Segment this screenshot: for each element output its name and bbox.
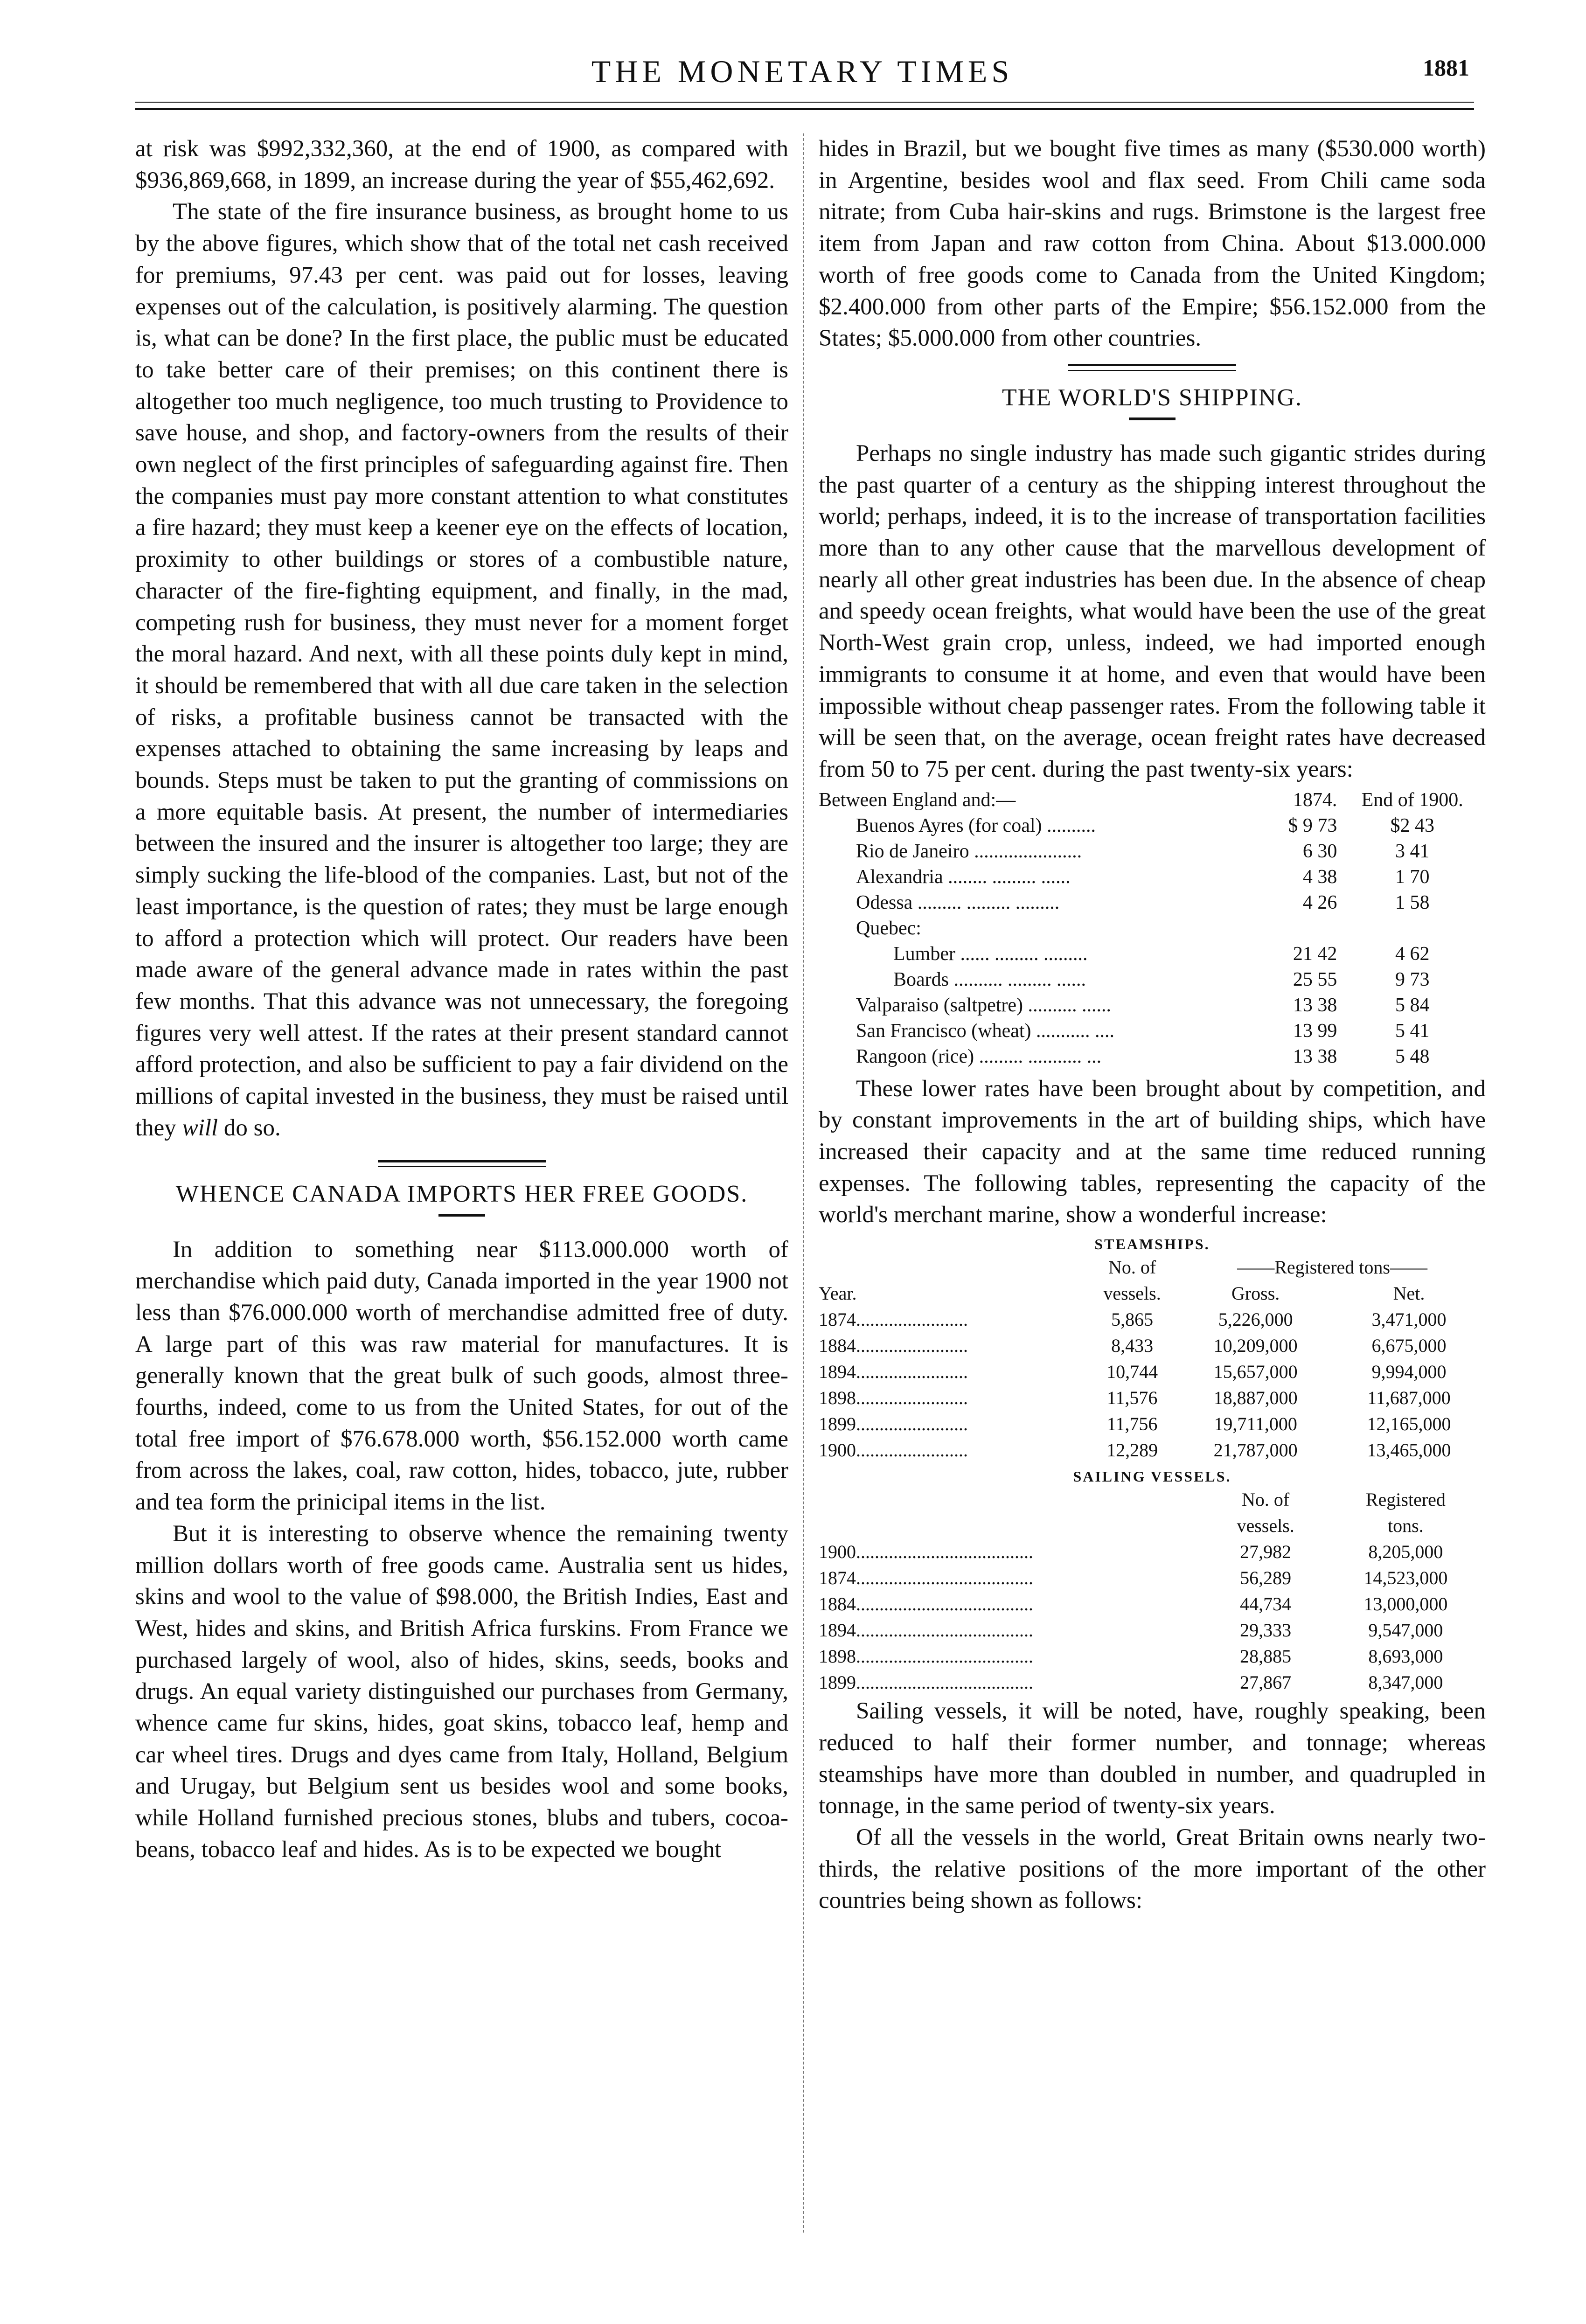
registered-tons-cell: 14,523,000 <box>1363 1567 1448 1589</box>
paragraph: hides in Brazil, but we bought five times as many ($530.000 worth) in Argentine, besides wool and flax seed. From Chili came soda nitrate; from Cuba hair-skins and rugs. Brimstone is the largest free item from Japan and raw cotton from China. About $13.000.000 worth of free goods come to Canada from the United Kingdom; $2.400.000 from other parts of the Empire; $56.152.000 from the States; $5.000.000 from other countries. <box>819 136 1486 352</box>
sailing-vessels-table <box>819 1487 1486 1696</box>
year-cell: 1899...................................... <box>819 1672 1033 1693</box>
net-tons-cell: 11,687,000 <box>1367 1387 1451 1409</box>
rate-1900: 5 41 <box>1395 1020 1430 1042</box>
route-name: Valparaiso (saltpetre) .......... ...... <box>856 994 1112 1016</box>
route-name: San Francisco (wheat) ........... .... <box>856 1020 1115 1042</box>
italic-word: will <box>182 1114 218 1141</box>
table-header: vessels. <box>1103 1283 1161 1304</box>
year-cell: 1900...................................... <box>819 1541 1033 1563</box>
table-row <box>819 1617 1486 1643</box>
rate-1874: 4 26 <box>1302 891 1337 913</box>
table-row <box>819 1437 1486 1463</box>
vessels-cell: 5,865 <box>1111 1309 1154 1330</box>
heading-rule <box>1129 417 1176 420</box>
table-header-row <box>819 1487 1486 1513</box>
route-name: Rangoon (rice) ......... ........... ... <box>856 1045 1102 1067</box>
rate-1900: 1 58 <box>1395 891 1430 913</box>
registered-tons-cell: 8,205,000 <box>1368 1541 1443 1563</box>
year-cell: 1884...................................... <box>819 1593 1033 1615</box>
table-caption: STEAMSHIPS. <box>1094 1236 1210 1253</box>
table-row <box>819 839 1486 864</box>
table-header: tons. <box>1388 1515 1424 1537</box>
table-header-row <box>819 787 1486 813</box>
section-heading: WHENCE CANADA IMPORTS HER FREE GOODS. <box>175 1180 748 1207</box>
masthead-rule-bottom <box>135 108 1474 110</box>
registered-tons-cell: 9,547,000 <box>1368 1620 1443 1641</box>
rate-1900: 5 84 <box>1395 994 1430 1016</box>
net-tons-cell: 9,994,000 <box>1371 1361 1447 1383</box>
paragraph: at risk was $992,332,360, at the end of 1900, as compared with $936,869,668, in 1899, an increase during the year of $55,462,692. <box>135 136 788 194</box>
table-header: 1874. <box>1293 789 1337 811</box>
rate-1900: 3 41 <box>1395 840 1430 862</box>
paragraph: But it is interesting to observe whence the remaining twenty million dollars worth of free goods came. Australia sent us hides, skins and wool to the value of $98.000, the British Indies, East and West, hides and skins, and British Africa furskins. From France we purchased largely of wool, also of hides, skins, seeds, books and drugs. An equal variety distinguished our purchases from Germany, whence came fur skins, hides, goat skins, tobacco leaf, hemp and car wheel tires. Drugs and dyes came from Italy, Holland, Belgium and Urugay, but Belgium sent us besides wool and some books, while Holland furnished precious stones, blubs and tubers, cocoa-beans, tobacco leaf and hides. As is to be expected we bought <box>135 1520 788 1863</box>
table-row <box>819 1539 1486 1565</box>
paragraph: Of all the vessels in the world, Great Britain owns nearly two-thirds, the relative positions of the more important of the other countries being shown as follows: <box>819 1824 1486 1914</box>
vessels-cell: 29,333 <box>1240 1620 1292 1641</box>
table-header: Year. <box>819 1283 857 1304</box>
vessels-cell: 44,734 <box>1240 1593 1292 1615</box>
table-row <box>819 1385 1486 1411</box>
paragraph: Sailing vessels, it will be noted, have, roughly speaking, been reduced to half their former number, and tonnage; whereas steamships have more than doubled in number, and quadrupled in tonnage, in the same period of twenty-six years. <box>819 1698 1486 1819</box>
vessels-cell: 10,744 <box>1106 1361 1158 1383</box>
rate-1874: 4 38 <box>1302 866 1337 888</box>
year-cell: 1884........................ <box>819 1335 968 1357</box>
section-heading: THE WORLD'S SHIPPING. <box>1002 384 1303 411</box>
table-row <box>819 1670 1486 1696</box>
vessels-cell: 11,756 <box>1106 1413 1158 1435</box>
masthead <box>135 45 1469 96</box>
table-header: No. of <box>1108 1257 1156 1278</box>
gross-tons-cell: 18,887,000 <box>1213 1387 1298 1409</box>
table-header: No. of <box>1241 1489 1290 1510</box>
table-row <box>819 993 1486 1018</box>
masthead-rule-top <box>135 102 1474 103</box>
rate-1900: 5 48 <box>1395 1045 1430 1067</box>
rate-1900: $2 43 <box>1390 814 1434 836</box>
gross-tons-cell: 5,226,000 <box>1218 1309 1293 1330</box>
table-row <box>819 1044 1486 1070</box>
table-header-row <box>819 1254 1486 1280</box>
table-header: Gross. <box>1231 1283 1280 1304</box>
rate-1874: 6 30 <box>1302 840 1337 862</box>
paragraph <box>135 196 788 1144</box>
paragraph-text: The state of the fire insurance business, as brought home to us by the above figures, which show that of the total net cash received for premiums, 97.43 per cent. was paid out for losses, leaving expenses out of the calculation, is positively alarming. The question is, what can be done? In the first place, the public must be educated to take better care of their premises; on this continent there is altogether too much negligence, too much trusting to Providence to save house, and shop, and factory-owners from the results of their own neglect of the first principles of safeguarding against fire. Then the companies must pay more constant attention to what constitutes a fire hazard; they must keep a keener eye on the effects of location, proximity to other buildings or stores of a combustible nature, character of the fire-fighting equipment, and finally, in the mad, competing rush for business, they must never for a moment forget the moral hazard. And next, with all these points duly kept in mind, it should be remembered that with all due care taken in the selection of risks, a profitable business cannot be transacted with the expenses attached to obtaining the same increasing by leaps and bounds. Steps must be taken to put the granting of commissions on a more equitable basis. At present, the number of intermediaries between the insured and the insurer is altogether too large; they are simply sucking the life-blood of the companies. Last, but not of the least importance, is the question of rates; they must be large enough to afford a protection which will protect. Our readers have been made aware of the general advance made in rates within the past few months. That this advance was not unnecessary, the foregoing figures very well attest. If the rates at their present standard cannot afford protection, and also be sufficient to pay a fair dividend on the millions of capital invested in the business, they must be raised until they <box>135 199 788 1141</box>
table-row <box>819 916 1486 941</box>
route-name: Quebec: <box>856 917 921 939</box>
table-header: Between England and:— <box>819 789 1016 811</box>
year-cell: 1898........................ <box>819 1387 968 1409</box>
rate-1874: 13 38 <box>1293 1045 1337 1067</box>
table-header: vessels. <box>1237 1515 1294 1537</box>
net-tons-cell: 12,165,000 <box>1367 1413 1451 1435</box>
rate-1874 <box>1272 916 1339 941</box>
route-name: Alexandria ........ ......... ...... <box>856 866 1071 888</box>
rate-1874: 13 99 <box>1293 1020 1337 1042</box>
route-name: Buenos Ayres (for coal) .......... <box>856 814 1096 836</box>
year-cell: 1898...................................... <box>819 1646 1033 1667</box>
paragraph: These lower rates have been brought about by competition, and by constant improvements in the art of building ships, which have increased their capacity and at the same time reduced running expenses. The following tables, representing the capacity of the world's merchant marine, show a wonderful increase: <box>819 1075 1486 1228</box>
rate-1874: 13 38 <box>1293 994 1337 1016</box>
vessels-cell: 12,289 <box>1106 1440 1158 1461</box>
route-name: Lumber ...... ......... ......... <box>893 943 1088 965</box>
table-header <box>819 1487 1205 1513</box>
net-tons-cell: 13,465,000 <box>1367 1440 1451 1461</box>
table-row <box>819 1591 1486 1617</box>
table-header: End of 1900. <box>1361 789 1463 811</box>
rate-1900 <box>1339 916 1486 941</box>
vessels-cell: 56,289 <box>1240 1567 1292 1589</box>
net-tons-cell: 3,471,000 <box>1371 1309 1447 1330</box>
table-row <box>819 864 1486 890</box>
route-name: Boards .......... ......... ...... <box>893 968 1086 990</box>
vessels-cell: 28,885 <box>1240 1646 1292 1667</box>
route-name: Odessa ......... ......... ......... <box>856 891 1060 913</box>
table-row <box>819 1018 1486 1044</box>
rate-1874: 21 42 <box>1293 943 1337 965</box>
registered-tons-cell: 8,347,000 <box>1368 1672 1443 1693</box>
rate-1874: $ 9 73 <box>1288 814 1337 836</box>
year-cell: 1894...................................... <box>819 1620 1033 1641</box>
table-header: Registered <box>1365 1489 1446 1510</box>
rate-1900: 1 70 <box>1395 866 1430 888</box>
registered-tons-cell: 13,000,000 <box>1363 1593 1448 1615</box>
year-cell: 1874...................................... <box>819 1567 1033 1589</box>
table-header-row <box>819 1280 1486 1307</box>
freight-rates-table <box>819 787 1486 1070</box>
year-cell: 1894........................ <box>819 1361 968 1383</box>
table-row <box>819 1643 1486 1670</box>
table-row <box>819 1333 1486 1359</box>
rate-1900: 4 62 <box>1395 943 1430 965</box>
route-name: Rio de Janeiro ...................... <box>856 840 1082 862</box>
left-column <box>135 133 788 1866</box>
section-separator <box>378 1160 546 1167</box>
freight-rates-body <box>819 813 1486 1070</box>
page-number: 1881 <box>1423 55 1469 81</box>
paragraph: Perhaps no single industry has made such gigantic strides during the past quarter of a century as the shipping interest throughout the world; perhaps, indeed, it is to the increase of transportation facilities more than to any other cause that the marvellous development of nearly all other great industries has been due. In the absence of cheap and speedy ocean freights, what would have been the use of the great North-West grain crop, unless, indeed, we had imported enough immigrants to consume it at home, and even that would have been impossible without cheap passenger rates. From the following table it will be seen that, on the average, ocean freight rates have decreased from 50 to 75 per cent. during the past twenty-six years: <box>819 440 1486 782</box>
table-row <box>819 813 1486 839</box>
table-row <box>819 1565 1486 1591</box>
gross-tons-cell: 10,209,000 <box>1213 1335 1298 1357</box>
table-header: Net. <box>1393 1283 1425 1304</box>
year-cell: 1900........................ <box>819 1440 968 1461</box>
publication-title: THE MONETARY TIMES <box>591 54 1014 89</box>
gross-tons-cell: 15,657,000 <box>1213 1361 1298 1383</box>
table-row <box>819 890 1486 916</box>
vessels-cell: 11,576 <box>1106 1387 1158 1409</box>
table-row <box>819 967 1486 993</box>
heading-rule <box>438 1214 485 1217</box>
table-header <box>819 1254 1085 1280</box>
vessels-cell: 8,433 <box>1111 1335 1154 1357</box>
table-header <box>819 1513 1205 1539</box>
table-header: ——Registered tons—— <box>1237 1257 1427 1278</box>
paragraph: In addition to something near $113.000.000 worth of merchandise which paid duty, Canada imported in the year 1900 not less than $76.000.000 worth of merchandise admitted free of duty. A large part of this was raw material for manufactures. It is generally known that the great bulk of such goods, almost three-fourths, indeed, come to us from the United States, for out of the total free import of $76.678.000 worth, $56.152.000 worth came from across the lakes, coal, raw cotton, hides, tobacco, jute, rubber and tea form the prinicipal items in the list. <box>135 1236 788 1516</box>
net-tons-cell: 6,675,000 <box>1371 1335 1447 1357</box>
paragraph-text: do so. <box>223 1114 281 1141</box>
table-row <box>819 941 1486 967</box>
vessels-cell: 27,982 <box>1240 1541 1292 1563</box>
right-column <box>819 133 1486 1917</box>
table-caption: SAILING VESSELS. <box>1073 1468 1231 1485</box>
year-cell: 1899........................ <box>819 1413 968 1435</box>
vessels-cell: 27,867 <box>1240 1672 1292 1693</box>
steamships-body <box>819 1307 1486 1463</box>
rate-1874: 25 55 <box>1293 968 1337 990</box>
column-divider <box>803 133 804 2233</box>
registered-tons-cell: 8,693,000 <box>1368 1646 1443 1667</box>
gross-tons-cell: 21,787,000 <box>1213 1440 1298 1461</box>
sailing-vessels-body <box>819 1539 1486 1696</box>
gross-tons-cell: 19,711,000 <box>1214 1413 1297 1435</box>
section-separator <box>1068 364 1236 371</box>
table-row <box>819 1359 1486 1385</box>
table-row <box>819 1307 1486 1333</box>
year-cell: 1874........................ <box>819 1309 968 1330</box>
table-row <box>819 1411 1486 1437</box>
steamships-table <box>819 1254 1486 1463</box>
table-header-row <box>819 1513 1486 1539</box>
rate-1900: 9 73 <box>1395 968 1430 990</box>
